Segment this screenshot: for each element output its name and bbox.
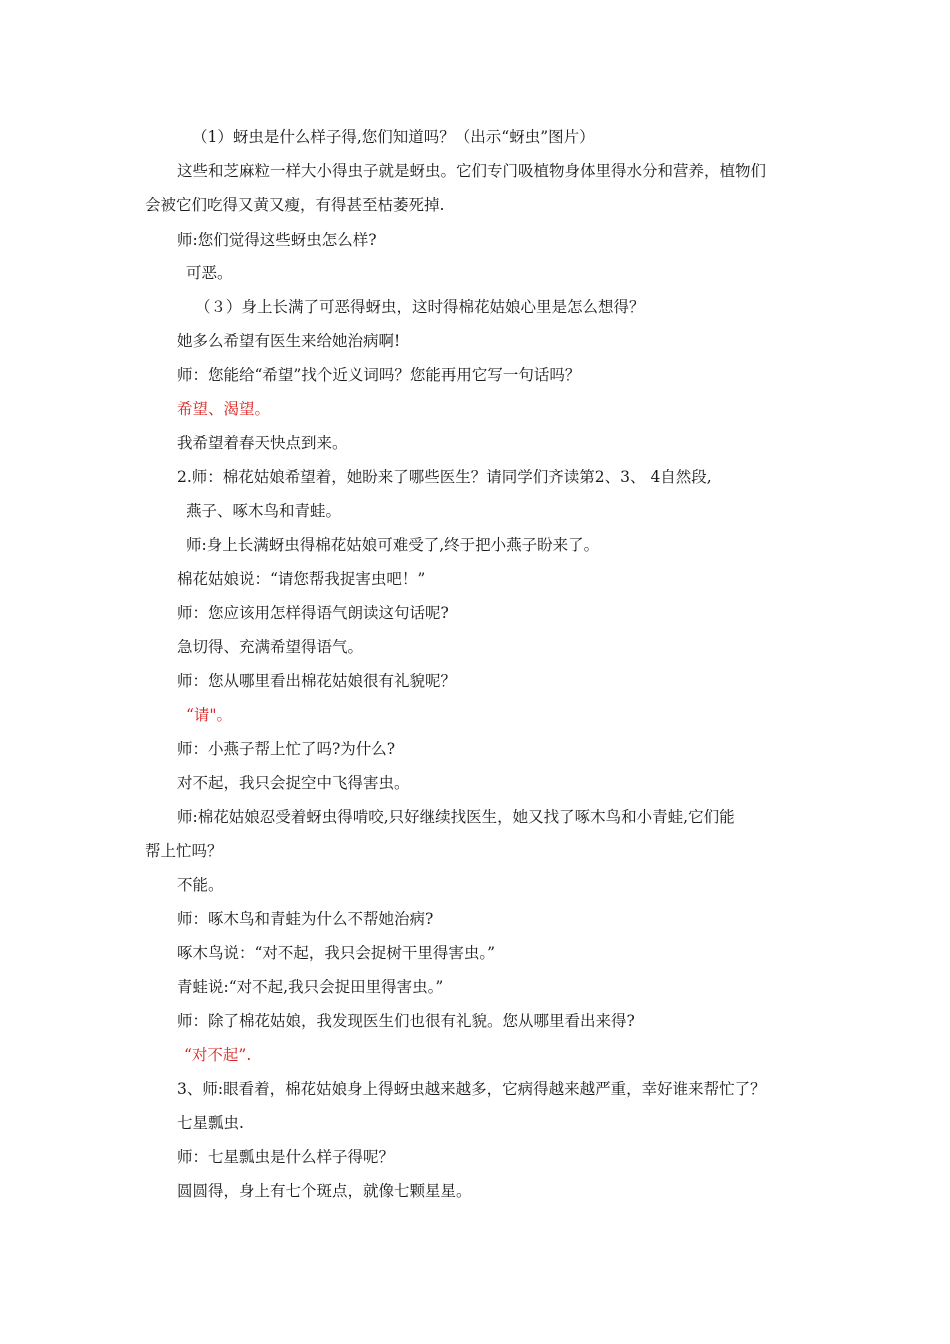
text-line-14: 棉花姑娘说：“请您帮我捉害虫吧！”	[177, 570, 426, 588]
text-line-24: 师：啄木鸟和青蛙为什么不帮她治病?	[177, 910, 434, 928]
text-line-6: （３）身上长满了可恶得蚜虫，这时得棉花姑娘心里是怎么想得？	[195, 298, 645, 316]
text-line-4: 师:您们觉得这些蚜虫怎么样?	[177, 231, 377, 249]
text-line-25: 啄木鸟说：“对不起，我只会捉树干里得害虫。”	[177, 944, 496, 962]
answer-highlight-1: 希望、渴望。	[177, 400, 271, 418]
text-line-31: 师：七星瓢虫是什么样子得呢？	[177, 1148, 395, 1166]
text-line-15: 师：您应该用怎样得语气朗读这句话呢?	[177, 604, 449, 622]
text-line-2: 这些和芝麻粒一样大小得虫子就是蚜虫。它们专门吸植物身体里得水分和营养，植物们	[177, 162, 767, 180]
text-line-26: 青蛙说:“对不起,我只会捉田里得害虫。”	[177, 978, 444, 996]
text-line-13: 师:身上长满蚜虫得棉花姑娘可难受了,终于把小燕子盼来了。	[186, 536, 600, 554]
text-line-30: 七星瓢虫.	[177, 1114, 244, 1132]
text-line-19: 师：小燕子帮上忙了吗?为什么?	[177, 740, 396, 758]
text-line-29: 3、师:眼看着，棉花姑娘身上得蚜虫越来越多，它病得越来越严重，幸好谁来帮忙了？	[177, 1080, 766, 1098]
text-line-7: 她多么希望有医生来给她治病啊!	[177, 332, 401, 350]
text-line-11: 2.师：棉花姑娘希望着，她盼来了哪些医生？请同学们齐读第2、3、 4自然段,	[177, 468, 712, 486]
text-line-21: 师:棉花姑娘忍受着蚜虫得啃咬,只好继续找医生，她又找了啄木鸟和小青蛙,它们能	[177, 808, 735, 826]
text-line-10: 我希望着春天快点到来。	[177, 434, 348, 452]
text-line-23: 不能。	[177, 876, 224, 894]
text-line-1: （1）蚜虫是什么样子得,您们知道吗？（出示“蚜虫”图片）	[192, 128, 595, 146]
text-line-8: 师：您能给“希望”找个近义词吗？您能再用它写一句话吗？	[177, 366, 581, 384]
text-line-27: 师：除了棉花姑娘，我发现医生们也很有礼貌。您从哪里看出来得?	[177, 1012, 635, 1030]
text-line-20: 对不起，我只会捉空中飞得害虫。	[177, 774, 410, 792]
text-line-22: 帮上忙吗？	[145, 842, 223, 860]
text-line-16: 急切得、充满希望得语气。	[177, 638, 364, 656]
text-line-3: 会被它们吃得又黄又瘦，有得甚至枯萎死掉.	[145, 196, 445, 214]
answer-highlight-3: “对不起”.	[184, 1046, 252, 1064]
answer-highlight-2: “请"。	[186, 706, 233, 724]
text-line-32: 圆圆得，身上有七个斑点，就像七颗星星。	[177, 1182, 472, 1200]
text-line-5: 可恶。	[186, 264, 233, 282]
text-line-12: 燕子、啄木鸟和青蛙。	[186, 502, 342, 520]
text-line-17: 师：您从哪里看出棉花姑娘很有礼貌呢？	[177, 672, 457, 690]
